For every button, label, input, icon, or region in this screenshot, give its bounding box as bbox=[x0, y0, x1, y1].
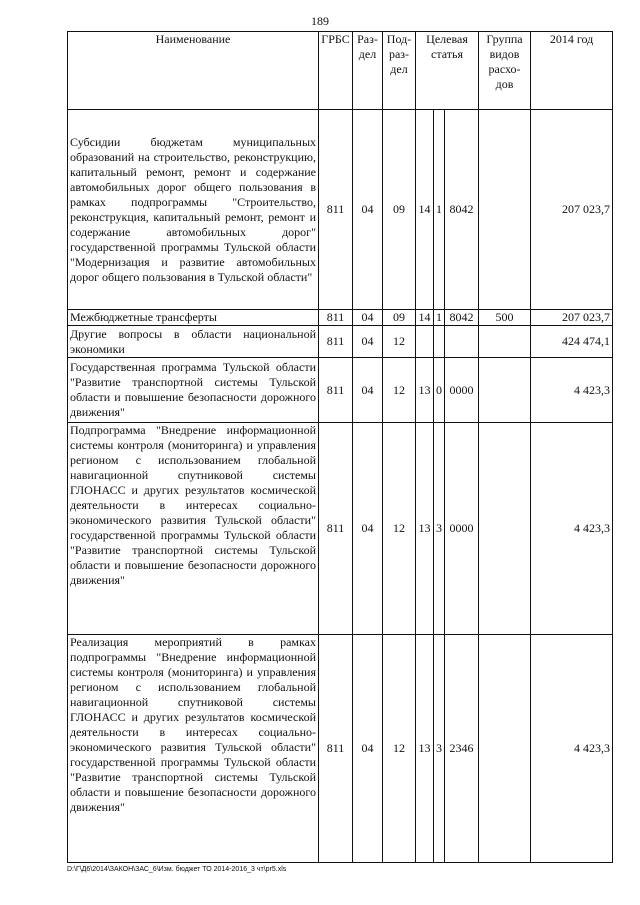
header-name: Наименование bbox=[68, 32, 319, 110]
row-amount: 4 423,3 bbox=[531, 423, 613, 635]
row-target-code: 0000 bbox=[445, 358, 479, 423]
row-target-program: 13 bbox=[416, 423, 434, 635]
row-target-program: 14 bbox=[416, 110, 434, 310]
row-grbs: 811 bbox=[319, 358, 353, 423]
row-target-subprogram bbox=[434, 326, 445, 358]
row-group bbox=[479, 423, 531, 635]
row-amount: 207 023,7 bbox=[531, 310, 613, 326]
header-year: 2014 год bbox=[531, 32, 613, 110]
header-target: Целевая статья bbox=[416, 32, 479, 110]
row-amount: 4 423,3 bbox=[531, 358, 613, 423]
row-group bbox=[479, 110, 531, 310]
row-target-program: 13 bbox=[416, 635, 434, 863]
row-name: Подпрограмма "Внедрение информационной системы контроля (мониторинга) и управления регионом с использованием глобальной навигационной спутниковой системы ГЛОНАСС и других результатов космической деятельности в интересах социально-экономического развития Тульской области" государственной программы Тульской области "Развитие транспортной системы Тульской области и повышение безопасности дорожного движения" bbox=[68, 423, 319, 635]
row-target-code: 2346 bbox=[445, 635, 479, 863]
header-grbs: ГРБС bbox=[319, 32, 353, 110]
row-target-subprogram: 0 bbox=[434, 358, 445, 423]
header-podrazdel: Под- раз- дел bbox=[383, 32, 416, 110]
row-podrazdel: 09 bbox=[383, 110, 416, 310]
row-podrazdel: 12 bbox=[383, 635, 416, 863]
row-name: Государственная программа Тульской области "Развитие транспортной системы Тульской области и повышение безопасности дорожного движения" bbox=[68, 358, 319, 423]
row-target-subprogram: 3 bbox=[434, 635, 445, 863]
row-target-program bbox=[416, 326, 434, 358]
row-grbs: 811 bbox=[319, 326, 353, 358]
row-grbs: 811 bbox=[319, 423, 353, 635]
row-group bbox=[479, 635, 531, 863]
row-name: Реализация мероприятий в рамках подпрограммы "Внедрение информационной системы контроля (мониторинга) и управления регионом с использованием глобальной навигационной спутниковой системы ГЛОНАСС и других результатов космической деятельности в интересах социально-экономического развития Тульской области" государственной программы Тульской области "Развитие транспортной системы Тульской области и повышение безопасности дорожного движения" bbox=[68, 635, 319, 863]
header-razdel: Раз- дел bbox=[353, 32, 383, 110]
page-number: 189 bbox=[311, 14, 329, 28]
row-target-program: 13 bbox=[416, 358, 434, 423]
row-razdel: 04 bbox=[353, 326, 383, 358]
row-amount: 4 423,3 bbox=[531, 635, 613, 863]
row-podrazdel: 12 bbox=[383, 423, 416, 635]
row-razdel: 04 bbox=[353, 423, 383, 635]
row-razdel: 04 bbox=[353, 110, 383, 310]
row-razdel: 04 bbox=[353, 310, 383, 326]
row-podrazdel: 09 bbox=[383, 310, 416, 326]
row-name: Субсидии бюджетам муниципальных образований на строительство, реконструкцию, капитальный ремонт, ремонт и содержание автомобильных дорог общего пользования в рамках подпрограммы "Строительство, реконструкция, капитальный ремонт, ремонт и содержание автомобильных дорог" государственной программы Тульской области "Модернизация и развитие автомобильных дорог общего пользования в Тульской области" bbox=[68, 110, 319, 310]
row-grbs: 811 bbox=[319, 110, 353, 310]
row-amount: 424 474,1 bbox=[531, 326, 613, 358]
row-amount: 207 023,7 bbox=[531, 110, 613, 310]
table-header-row bbox=[68, 32, 613, 110]
row-podrazdel: 12 bbox=[383, 358, 416, 423]
row-podrazdel: 12 bbox=[383, 326, 416, 358]
table-row bbox=[68, 423, 613, 635]
table-row bbox=[68, 326, 613, 358]
row-razdel: 04 bbox=[353, 358, 383, 423]
row-name: Другие вопросы в области национальной экономики bbox=[68, 326, 319, 358]
row-target-subprogram: 1 bbox=[434, 310, 445, 326]
budget-table bbox=[67, 31, 613, 863]
row-group bbox=[479, 358, 531, 423]
header-group: Группа видов расхо- дов bbox=[479, 32, 531, 110]
row-group bbox=[479, 326, 531, 358]
table-row bbox=[68, 358, 613, 423]
table-row bbox=[68, 110, 613, 310]
row-target-code: 8042 bbox=[445, 310, 479, 326]
footer-file-path: D:\Г\Д6\2014\ЗАКОН\ЗАС_6\Изм. бюджет ТО 2014-2016_3 чт\pr5.xls bbox=[67, 866, 287, 873]
row-group: 500 bbox=[479, 310, 531, 326]
table-row bbox=[68, 635, 613, 863]
row-razdel: 04 bbox=[353, 635, 383, 863]
row-target-code: 0000 bbox=[445, 423, 479, 635]
row-target-program: 14 bbox=[416, 310, 434, 326]
row-grbs: 811 bbox=[319, 310, 353, 326]
row-target-code bbox=[445, 326, 479, 358]
row-name: Межбюджетные трансферты bbox=[68, 310, 319, 326]
row-target-subprogram: 1 bbox=[434, 110, 445, 310]
table-row bbox=[68, 310, 613, 326]
row-target-code: 8042 bbox=[445, 110, 479, 310]
row-target-subprogram: 3 bbox=[434, 423, 445, 635]
row-grbs: 811 bbox=[319, 635, 353, 863]
